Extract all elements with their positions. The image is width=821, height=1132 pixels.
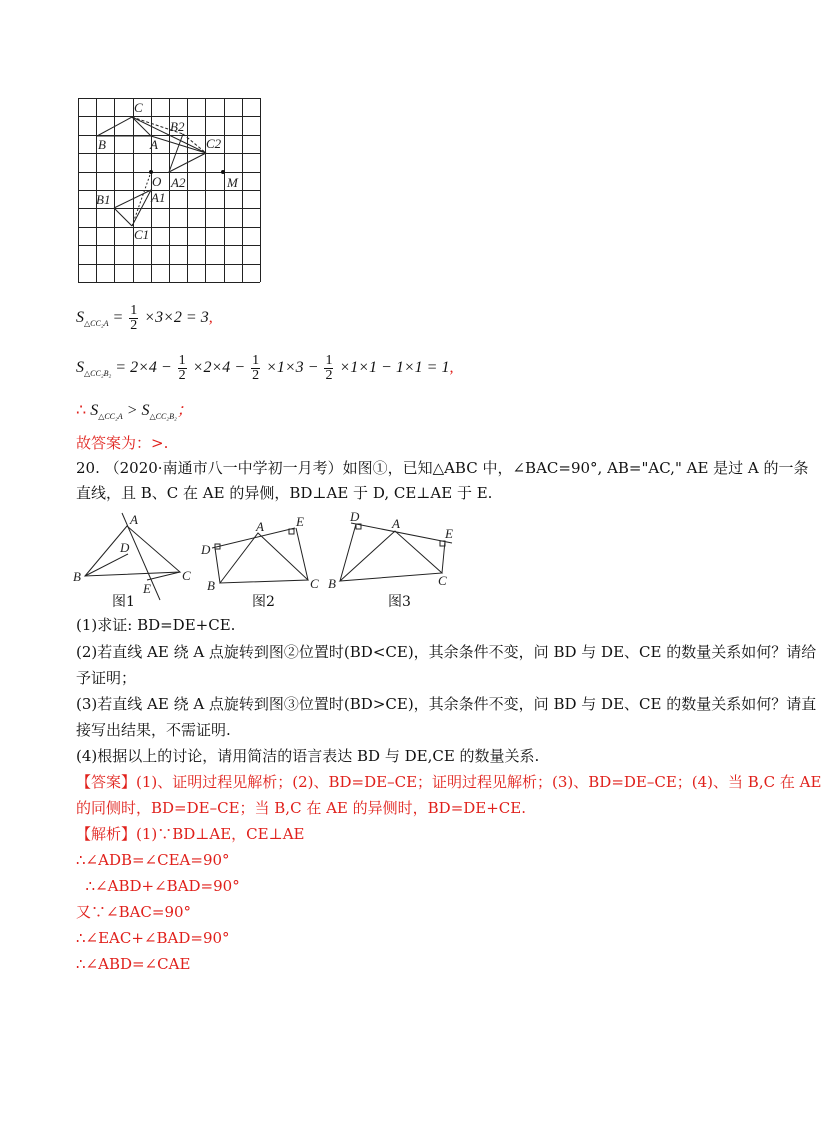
label-A2: A2 (171, 175, 186, 190)
svg-text:A: A (130, 512, 138, 527)
question-3-line-2: 接写出结果，不需证明. (76, 721, 231, 739)
svg-text:D: D (201, 542, 211, 557)
svg-text:C: C (438, 573, 447, 588)
question-3-line-1: (3)若直线 AE 绕 A 点旋转到图③位置时(BD>CE)，其余条件不变，问 BD 与 DE、CE 的数量关系如何？请直 (76, 695, 817, 713)
svg-text:B: B (207, 578, 215, 593)
solution-line-4: 又∵∠BAC=90° (76, 903, 192, 921)
svg-text:B: B (328, 576, 336, 591)
figure-1-label: 图1 (112, 594, 135, 610)
svg-text:B: B (73, 569, 81, 584)
svg-text:A: A (256, 519, 264, 534)
label-O: O (152, 174, 162, 189)
label-C: C (134, 100, 143, 115)
formula-comparison: ∴ $S_{\triangle CC_2A} > S_{\triangle CC_2B_2}$； (76, 402, 193, 421)
label-A1: A1 (151, 190, 166, 205)
point-M (221, 170, 225, 174)
svg-text:C: C (182, 568, 191, 583)
svg-text:A: A (392, 516, 400, 531)
label-B: B (98, 137, 106, 152)
solution-line-1: 【解析】(1)∵BD⊥AE，CE⊥AE (76, 825, 305, 843)
label-B1: B1 (96, 192, 111, 207)
solution-line-2: ∴∠ADB=∠CEA=90° (76, 851, 230, 869)
figure-2-label: 图2 (252, 594, 275, 610)
formula-area-cc2b2: $S_{\triangle CC_2B_2} = 2\times 4$ − $\frac{1}{2}$ ×2×4 − $\frac{1}{2}$ ×1×3 − $\frac{1}{2}$ ×1×1 − 1×1 = 1, (76, 353, 454, 383)
answer-line-1: 【答案】(1)、证明过程见解析；(2)、BD=DE–CE；证明过程见解析；(3)、BD=DE–CE；(4)、当 B,C 在 AE (76, 773, 821, 791)
solution-line-5: ∴∠EAC+∠BAD=90° (76, 929, 230, 947)
seg-A-C2 (151, 136, 206, 153)
question-4: (4)根据以上的讨论，请用简洁的语言表达 BD 与 DE,CE 的数量关系. (76, 747, 540, 765)
question-2-line-2: 予证明； (76, 669, 137, 687)
label-C2: C2 (206, 136, 222, 151)
formula-area-cc2a: $S_{\triangle CC_2A}$ = $\frac{1}{2}$ ×3×2 = 3, (76, 303, 213, 333)
problem-line-1: 20. （2020·南通市八一中学初一月考）如图①，已知△ABC 中，∠BAC=90°, AB="AC," AE 是过 A 的一条 (76, 459, 809, 477)
problem-line-2: 直线，且 B、C 在 AE 的异侧，BD⊥AE 于 D, CE⊥AE 于 E. (76, 484, 493, 502)
svg-text:D: D (120, 540, 130, 555)
label-A: A (150, 137, 158, 152)
svg-text:C: C (310, 576, 319, 591)
svg-text:E: E (296, 514, 304, 529)
seg-B1-A1 (114, 190, 151, 208)
label-C1: C1 (134, 227, 150, 242)
label-B2: B2 (170, 119, 185, 134)
answer-result: 故答案为：>. (76, 434, 169, 452)
solution-line-3: ∴∠ABD+∠BAD=90° (76, 877, 240, 895)
question-2-line-1: (2)若直线 AE 绕 A 点旋转到图②位置时(BD<CE)，其余条件不变，问 BD 与 DE、CE 的数量关系如何？请给 (76, 643, 817, 661)
seg-C1-O (132, 172, 151, 226)
svg-text:E: E (143, 581, 151, 596)
answer-line-2: 的同侧时，BD=DE–CE；当 B,C 在 AE 的异侧时，BD=DE+CE. (76, 799, 527, 817)
rotation-grid-figure (78, 98, 260, 282)
seg-B1-C1 (114, 208, 132, 226)
solution-line-6: ∴∠ABD=∠CAE (76, 955, 191, 973)
figure-3-label: 图3 (388, 594, 411, 610)
seg-C-A (132, 117, 151, 136)
question-1: (1)求证: BD=DE+CE. (76, 616, 236, 634)
svg-text:D: D (350, 509, 360, 524)
svg-text:E: E (445, 526, 453, 541)
label-M: M (227, 175, 238, 190)
